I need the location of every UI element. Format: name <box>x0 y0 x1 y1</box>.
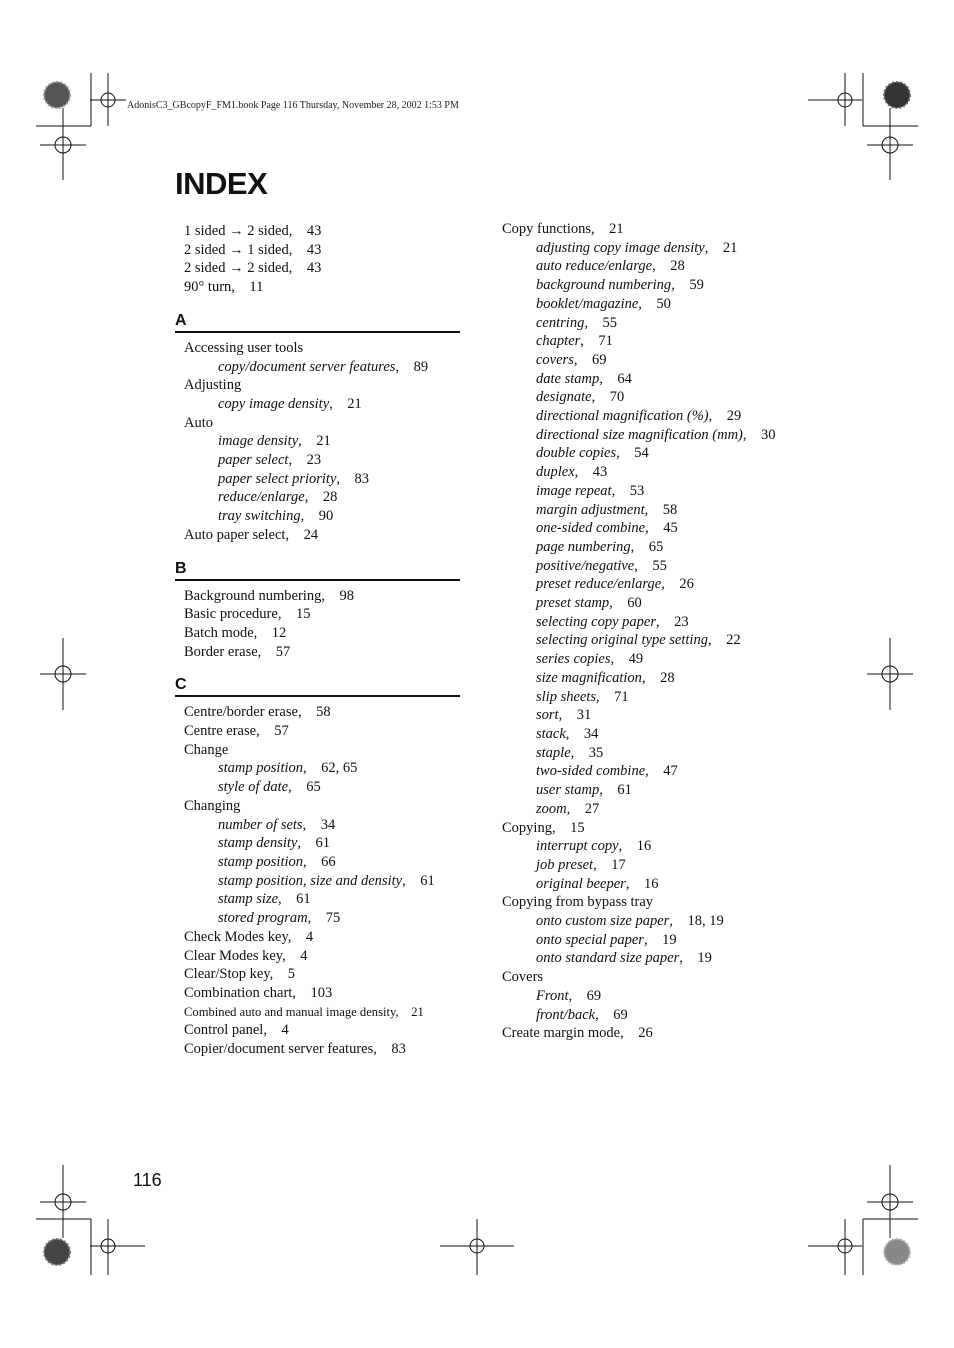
entry-page-ref: 26 <box>638 1025 653 1042</box>
entry-term: booklet/magazine <box>536 295 639 312</box>
index-subentry: centring, 55 <box>536 314 617 331</box>
entry-term: Auto paper select <box>184 526 286 543</box>
entry-page-ref: 15 <box>570 819 585 836</box>
entry-page-ref: 29 <box>726 408 742 425</box>
section-heading: B <box>175 559 460 581</box>
entry-term: original beeper <box>536 875 626 892</box>
section-heading: C <box>175 675 460 697</box>
entry-page-ref: 4 <box>281 1022 289 1039</box>
entry-term: duplex <box>536 464 575 481</box>
index-subentry: directional size magnification (mm), 30 <box>536 426 776 443</box>
entry-term: number of sets <box>218 816 303 833</box>
index-entry <box>502 893 802 912</box>
index-entry: Basic procedure, 15 <box>184 606 311 623</box>
entry-term: user stamp <box>536 782 600 799</box>
entry-page-ref: 43 <box>592 464 608 481</box>
entry-term: Combination chart <box>184 984 293 1001</box>
entry-page-ref: 89 <box>413 358 429 375</box>
index-subentry: series copies, 49 <box>536 651 644 668</box>
entry-term: adjusting copy image density <box>536 239 705 256</box>
entry-term: Basic procedure <box>184 606 278 623</box>
entry-page-ref: 19 <box>697 950 712 967</box>
entry-term: preset stamp <box>536 595 610 612</box>
section-heading: A <box>175 311 460 333</box>
entry-page-ref: 5 <box>287 966 296 983</box>
entry-page-ref: 83 <box>354 470 370 487</box>
entry-page-ref: 69 <box>586 987 602 1004</box>
entry-term: paper select <box>218 452 289 469</box>
entry-term: copy image density <box>218 395 330 412</box>
index-entry: Clear/Stop key, 5 <box>184 966 296 983</box>
entry-page-ref: 57 <box>274 723 289 740</box>
entry-page-ref: 17 <box>611 856 626 873</box>
entry-page-ref: 28 <box>670 258 685 275</box>
entry-term: sort <box>536 707 559 724</box>
entry-term: stamp position <box>218 853 303 870</box>
index-entry: Create margin mode, 26 <box>502 1025 653 1042</box>
index-subentry: paper select, 23 <box>218 452 322 469</box>
index-subentry: chapter, 71 <box>536 333 613 350</box>
index-subentry: stamp size, 61 <box>218 891 311 908</box>
registration-target-bottom-left <box>44 1239 70 1265</box>
entry-term: stamp position, size and density <box>218 872 403 889</box>
index-entry <box>175 339 460 358</box>
entry-term: slip sheets <box>536 688 597 705</box>
entry-term: stack <box>536 725 566 742</box>
index-entry <box>175 741 460 760</box>
entry-page-ref: 59 <box>689 277 704 294</box>
index-subentry: slip sheets, 71 <box>536 688 629 705</box>
registration-mark-mid-right <box>867 638 913 710</box>
index-subentry: page numbering, 65 <box>536 538 664 555</box>
entry-page-ref: 58 <box>316 704 331 721</box>
entry-page-ref: 66 <box>321 853 336 870</box>
entry-page-ref: 43 <box>306 260 322 277</box>
index-subentry: margin adjustment, 58 <box>536 501 678 518</box>
entry-term: date stamp <box>536 370 600 387</box>
entry-page-ref: 55 <box>602 314 617 331</box>
entry-term: Batch mode <box>184 624 254 641</box>
registration-target-bottom-right <box>884 1239 910 1265</box>
entry-term: Control panel <box>184 1022 264 1039</box>
entry-page-ref: 70 <box>609 389 625 406</box>
entry-page-ref: 69 <box>613 1006 628 1023</box>
entry-term: one-sided combine <box>536 520 646 537</box>
registration-target-top-left <box>44 82 70 108</box>
entry-term: stamp size <box>218 891 279 908</box>
entry-term: image repeat <box>536 482 612 499</box>
entry-term: chapter <box>536 333 581 350</box>
entry-term: interrupt copy <box>536 838 619 855</box>
entry-page-ref: 23 <box>674 613 689 630</box>
entry-term: tray switching <box>218 508 301 525</box>
index-subentry: image repeat, 53 <box>536 482 645 499</box>
entry-term: zoom <box>536 800 567 817</box>
entry-page-ref: 61 <box>617 782 632 799</box>
index-subentry: stored program, 75 <box>218 910 341 927</box>
entry-term: directional magnification (%) <box>536 408 709 425</box>
index-subentry: selecting copy paper, 23 <box>536 613 689 630</box>
entry-term: stamp position <box>218 760 303 777</box>
entry-term: double copies <box>536 445 617 462</box>
entry-term: designate <box>536 389 592 406</box>
index-subentry: date stamp, 64 <box>536 370 632 387</box>
index-subentry: preset reduce/enlarge, 26 <box>536 576 694 593</box>
book-header-line: AdonisC3_GBcopyF_FM1.book Page 116 Thursday, November 28, 2002 1:53 PM <box>127 100 459 111</box>
index-subentry: double copies, 54 <box>536 445 649 462</box>
index-subentry: style of date, 65 <box>218 779 321 796</box>
index-entry: 90° turn, 11 <box>184 279 264 296</box>
page-title: INDEX <box>175 166 268 201</box>
index-subentry: stamp position, size and density, 61 <box>218 872 435 889</box>
entry-term: preset reduce/enlarge <box>536 576 662 593</box>
entry-term: Copy functions <box>502 221 592 237</box>
entry-term: Create margin mode <box>502 1025 621 1042</box>
index-entry <box>502 968 802 987</box>
entry-page-ref: 22 <box>726 632 741 649</box>
entry-page-ref: 57 <box>275 643 291 660</box>
entry-page-ref: 49 <box>628 651 644 668</box>
entry-term: image density <box>218 433 299 450</box>
entry-page-ref: 61 <box>296 891 311 908</box>
index-entry: Combined auto and manual image density, 21 <box>184 1004 424 1019</box>
index-subentry: job preset, 17 <box>536 856 626 873</box>
entry-term: Auto <box>184 414 213 431</box>
index-entry: Border erase, 57 <box>184 643 291 660</box>
index-subentry: adjusting copy image density, 21 <box>536 239 738 256</box>
entry-page-ref: 21 <box>347 395 362 412</box>
entry-page-ref: 103 <box>310 984 333 1001</box>
entry-page-ref: 28 <box>322 489 338 506</box>
entry-term: stored program <box>218 910 308 927</box>
index-entry: Batch mode, 12 <box>184 624 287 641</box>
index-subentry: preset stamp, 60 <box>536 595 642 612</box>
entry-page-ref: 21 <box>722 239 738 256</box>
entry-page-ref: 18, 19 <box>687 913 724 930</box>
entry-page-ref: 55 <box>652 557 667 574</box>
index-column-right <box>502 220 802 1043</box>
entry-page-ref: 47 <box>663 763 678 780</box>
index-subentry: stamp density, 61 <box>218 835 330 852</box>
entry-term: style of date <box>218 779 289 796</box>
index-subentry: tray switching, 90 <box>218 508 334 525</box>
index-subentry: size magnification, 28 <box>536 669 675 686</box>
entry-page-ref: 21 <box>411 1004 424 1019</box>
entry-term: Check Modes key <box>184 928 288 945</box>
entry-page-ref: 90 <box>318 508 334 525</box>
entry-page-ref: 71 <box>614 688 629 705</box>
index-entry <box>175 414 460 433</box>
entry-term: positive/negative <box>536 557 635 574</box>
index-subentry: number of sets, 34 <box>218 816 336 833</box>
index-entry: 1 sided → 2 sided, 43 <box>184 223 322 239</box>
entry-term: Border erase <box>184 643 258 660</box>
entry-page-ref: 53 <box>629 482 645 499</box>
entry-term: 1 sided → 2 sided <box>184 223 289 239</box>
index-subentry: staple, 35 <box>536 744 604 761</box>
index-subentry: positive/negative, 55 <box>536 557 667 574</box>
index-subentry: sort, 31 <box>536 707 592 724</box>
entry-page-ref: 4 <box>305 928 314 945</box>
index-entry: Combination chart, 103 <box>184 984 333 1001</box>
entry-page-ref: 21 <box>316 433 331 450</box>
entry-page-ref: 43 <box>306 241 322 258</box>
entry-page-ref: 60 <box>627 595 642 612</box>
entry-term: Change <box>184 741 229 758</box>
entry-page-ref: 35 <box>588 744 604 761</box>
entry-page-ref: 27 <box>584 800 600 817</box>
index-entry: Control panel, 4 <box>184 1022 289 1039</box>
entry-term: 90° turn <box>184 279 232 296</box>
index-subentry: two-sided combine, 47 <box>536 763 678 780</box>
entry-term: size magnification <box>536 669 642 686</box>
entry-term: Centre/border erase <box>184 704 298 721</box>
index-subentry: one-sided combine, 45 <box>536 520 678 537</box>
index-subentry: designate, 70 <box>536 389 625 406</box>
entry-page-ref: 45 <box>663 520 678 537</box>
entry-term: Combined auto and manual image density <box>184 1004 396 1019</box>
index-subentry: selecting original type setting, 22 <box>536 632 741 649</box>
entry-page-ref: 54 <box>634 445 649 462</box>
index-subentry: stack, 34 <box>536 725 599 742</box>
index-subentry: booklet/magazine, 50 <box>536 295 671 312</box>
index-entry: 2 sided → 1 sided, 43 <box>184 241 322 258</box>
entry-term: Accessing user tools <box>184 339 304 356</box>
entry-page-ref: 16 <box>636 838 652 855</box>
entry-page-ref: 61 <box>315 835 330 852</box>
entry-page-ref: 30 <box>761 426 776 443</box>
registration-mark-mid-left <box>40 638 86 710</box>
entry-term: stamp density <box>218 835 298 852</box>
entry-page-ref: 26 <box>679 576 694 593</box>
entry-page-ref: 69 <box>591 351 607 368</box>
entry-term: Copying from bypass tray <box>502 894 654 911</box>
entry-term: margin adjustment <box>536 501 645 518</box>
entry-term: Covers <box>502 969 544 986</box>
index-entry <box>175 376 460 395</box>
index-subentry: background numbering, 59 <box>536 277 704 294</box>
index-subentry: onto standard size paper, 19 <box>536 950 712 967</box>
entry-term: Centre erase <box>184 723 257 740</box>
entry-term: page numbering <box>536 538 631 555</box>
entry-page-ref: 23 <box>306 452 322 469</box>
entry-page-ref: 34 <box>320 816 336 833</box>
entry-term: 2 sided → 2 sided <box>184 260 289 277</box>
index-entry: Centre erase, 57 <box>184 723 289 740</box>
entry-page-ref: 61 <box>420 872 435 889</box>
entry-term: directional size magnification (mm) <box>536 426 743 443</box>
entry-term: Copier/document server features <box>184 1041 374 1058</box>
entry-term: paper select priority <box>218 470 337 487</box>
entry-page-ref: 21 <box>609 221 624 237</box>
entry-page-ref: 50 <box>656 295 671 312</box>
entry-term: staple <box>536 744 571 761</box>
index-subentry: auto reduce/enlarge, 28 <box>536 258 685 275</box>
entry-term: job preset <box>536 856 594 873</box>
entry-page-ref: 43 <box>306 223 322 239</box>
entry-page-ref: 34 <box>583 725 599 742</box>
index-entry <box>175 797 460 816</box>
entry-term: front/back <box>536 1006 596 1023</box>
entry-page-ref: 62, 65 <box>321 760 358 777</box>
index-subentry: image density, 21 <box>218 433 331 450</box>
index-subentry: stamp position, 62, 65 <box>218 760 358 777</box>
index-subentry: duplex, 43 <box>536 464 608 481</box>
entry-term: Changing <box>184 797 241 814</box>
entry-page-ref: 65 <box>648 538 664 555</box>
index-subentry: directional magnification (%), 29 <box>536 408 742 425</box>
entry-term: Clear/Stop key <box>184 966 270 983</box>
index-subentry: Front, 69 <box>536 987 602 1004</box>
entry-term: background numbering <box>536 277 672 294</box>
index-subentry: onto special paper, 19 <box>536 931 677 948</box>
entry-term: onto standard size paper <box>536 950 680 967</box>
index-subentry: original beeper, 16 <box>536 875 659 892</box>
index-subentry: covers, 69 <box>536 351 607 368</box>
index-entry: Check Modes key, 4 <box>184 928 314 945</box>
entry-term: series copies <box>536 651 611 668</box>
entry-term: auto reduce/enlarge <box>536 258 653 275</box>
entry-term: onto custom size paper <box>536 913 670 930</box>
index-subentry: user stamp, 61 <box>536 782 632 799</box>
index-entry: Centre/border erase, 58 <box>184 704 331 721</box>
entry-term: copy/document server features <box>218 358 396 375</box>
entry-term: reduce/enlarge <box>218 489 305 506</box>
page-number: 116 <box>133 1170 162 1190</box>
index-subentry: reduce/enlarge, 28 <box>218 489 338 506</box>
index-subentry: interrupt copy, 16 <box>536 838 652 855</box>
entry-page-ref: 12 <box>271 624 287 641</box>
entry-page-ref: 75 <box>325 910 341 927</box>
entry-page-ref: 83 <box>391 1041 406 1058</box>
entry-page-ref: 11 <box>249 279 264 296</box>
entry-term: Background numbering <box>184 587 322 604</box>
registration-target-top-right <box>884 82 910 108</box>
index-subentry: zoom, 27 <box>536 800 600 817</box>
entry-term: Front <box>536 987 569 1004</box>
index-subentry: stamp position, 66 <box>218 853 336 870</box>
entry-page-ref: 15 <box>295 606 311 623</box>
entry-page-ref: 19 <box>662 931 677 948</box>
index-subentry: front/back, 69 <box>536 1006 628 1023</box>
index-entry: Clear Modes key, 4 <box>184 947 308 964</box>
entry-page-ref: 24 <box>303 526 319 543</box>
index-entry: 2 sided → 2 sided, 43 <box>184 260 322 277</box>
index-entry: Auto paper select, 24 <box>184 526 319 543</box>
entry-page-ref: 28 <box>660 669 675 686</box>
index-column-left <box>175 222 460 1059</box>
entry-term: selecting original type setting <box>536 632 708 649</box>
entry-page-ref: 4 <box>300 947 308 964</box>
entry-page-ref: 98 <box>339 587 354 604</box>
entry-term: onto special paper <box>536 931 644 948</box>
entry-term: Adjusting <box>184 377 242 394</box>
entry-term: selecting copy paper <box>536 613 656 630</box>
index-subentry: copy image density, 21 <box>218 395 362 412</box>
index-entry: Copy functions, 21 <box>502 221 624 237</box>
index-subentry: onto custom size paper, 18, 19 <box>536 913 724 930</box>
index-subentry: paper select priority, 83 <box>218 470 370 487</box>
index-entry: Copying, 15 <box>502 819 585 836</box>
entry-term: two-sided combine <box>536 763 646 780</box>
entry-term: centring <box>536 314 585 331</box>
entry-term: covers <box>536 351 574 368</box>
entry-page-ref: 64 <box>617 370 632 387</box>
entry-term: Clear Modes key <box>184 947 283 964</box>
entry-page-ref: 65 <box>306 779 321 796</box>
entry-page-ref: 71 <box>598 333 613 350</box>
entry-term: Copying <box>502 819 552 836</box>
registration-mark-bottom-center <box>440 1219 514 1275</box>
entry-page-ref: 31 <box>576 707 592 724</box>
entry-term: 2 sided → 1 sided <box>184 241 289 258</box>
entry-page-ref: 58 <box>662 501 678 518</box>
index-entry: Copier/document server features, 83 <box>184 1041 406 1058</box>
index-entry: Background numbering, 98 <box>184 587 354 604</box>
index-subentry: copy/document server features, 89 <box>218 358 429 375</box>
entry-page-ref: 16 <box>643 875 659 892</box>
